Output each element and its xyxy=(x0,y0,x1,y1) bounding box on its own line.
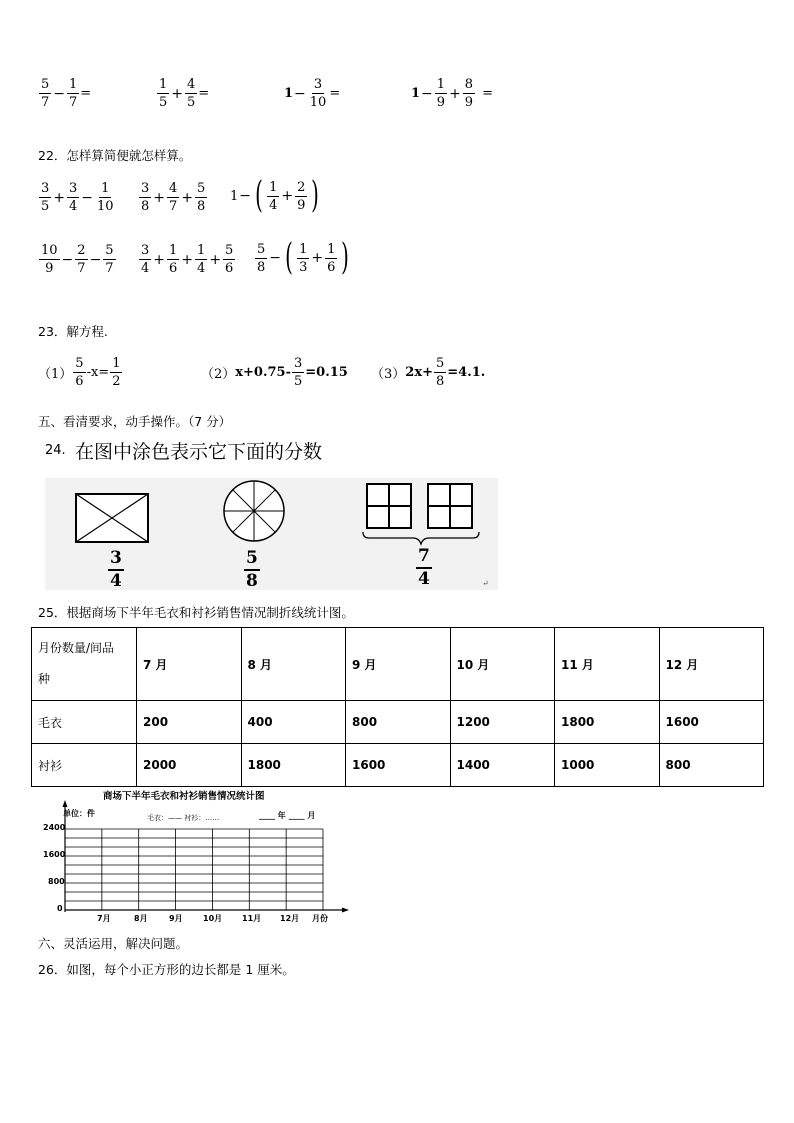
x-tick-label: 9月 xyxy=(169,914,183,923)
x-tick-label: 8月 xyxy=(134,914,148,923)
q23-eq-2: （2） x+0.75- $\frac{3}{5}$ =0.15 xyxy=(201,356,348,389)
y-tick-label: 1600 xyxy=(43,850,66,859)
square-shape-1[interactable] xyxy=(367,484,411,528)
table-cell: 800 xyxy=(659,744,764,787)
table-cell: 1000 xyxy=(555,744,660,787)
expr-row1-3: 1 − $\frac{3}{10}$ = xyxy=(284,77,341,110)
row-label: 衬衫 xyxy=(32,744,137,787)
x-tick-label: 10月 xyxy=(203,914,223,923)
grid-lines xyxy=(37,786,352,926)
chart-title: 商场下半年毛衣和衬衫销售情况统计图 xyxy=(103,791,265,802)
q22-expr-6: $\frac{5}{8}$ − ( $\frac{1}{3}$ + $\frac{1}{6}$ ) xyxy=(257,237,350,278)
q22-expr-1: $\frac{3}{5}$ + $\frac{3}{4}$ − $\frac{1}{10}$ xyxy=(41,181,114,214)
q24-title: 在图中涂色表示它下面的分数 xyxy=(75,441,323,463)
table-cell: 800 xyxy=(346,701,451,744)
q22-expr-2: $\frac{3}{8}$ + $\frac{4}{7}$ + $\frac{5}{8}$ xyxy=(141,181,206,214)
table-cell: 1200 xyxy=(450,701,555,744)
q23-eq-3: （3） 2x+ $\frac{5}{8}$ =4.1. xyxy=(371,356,486,389)
table-header-month: 9 月 xyxy=(346,628,451,701)
chart-legend: 毛衣：—— 衬衫：…… xyxy=(147,814,220,822)
section6-heading: 六、灵活运用，解决问题。 xyxy=(38,936,189,951)
table-header-month: 12 月 xyxy=(659,628,764,701)
section5-heading: 五、看清要求，动手操作。（7 分） xyxy=(38,414,232,429)
brace xyxy=(363,532,479,544)
grid-chart xyxy=(37,786,352,926)
table-header-month: 8 月 xyxy=(241,628,346,701)
table-header-row xyxy=(32,628,764,701)
table-header-month: 7 月 xyxy=(137,628,242,701)
x-tick-label: 月份 xyxy=(312,914,328,923)
q24-fraction-2: $\frac{5}{8}$ xyxy=(246,548,258,591)
q26-text: 26．如图，每个小正方形的边长都是 1 厘米。 xyxy=(38,962,295,977)
y-tick-label: 2400 xyxy=(43,823,66,832)
q24-fraction-3: $\frac{7}{4}$ xyxy=(418,546,430,589)
table-cell: 1800 xyxy=(241,744,346,787)
chart-unit: 单位：件 xyxy=(63,809,95,818)
x-tick-label: 11月 xyxy=(242,914,262,923)
table-header-month: 10 月 xyxy=(450,628,555,701)
q22-expr-3: 1 − ( $\frac{1}{4}$ + $\frac{2}{9}$ ) xyxy=(230,175,320,216)
x-tick-label: 12月 xyxy=(280,914,300,923)
svg-text:↵: ↵ xyxy=(482,579,489,588)
table-header-month: 11 月 xyxy=(555,628,660,701)
table-cell: 400 xyxy=(241,701,346,744)
table-cell: 1600 xyxy=(346,744,451,787)
table-row xyxy=(32,701,764,744)
y-tick-label: 0 xyxy=(57,904,63,913)
table-cell: 2000 xyxy=(137,744,242,787)
y-tick-label: 800 xyxy=(48,877,65,886)
table-row xyxy=(32,744,764,787)
expr-row1-1: $\frac{5}{7}$ − $\frac{1}{7}$ = xyxy=(41,77,92,110)
rectangle-shape[interactable] xyxy=(76,494,148,542)
table-cell: 200 xyxy=(137,701,242,744)
table-corner-cell: 月份数量/间品 种 xyxy=(32,628,137,701)
table-cell: 1800 xyxy=(555,701,660,744)
q22-title: 22．怎样算简便就怎样算。 xyxy=(38,148,192,163)
q24-fraction-1: $\frac{3}{4}$ xyxy=(110,548,122,591)
sales-table xyxy=(31,627,764,787)
q25-title: 25．根据商场下半年毛衣和衬衫销售情况制折线统计图。 xyxy=(38,605,354,620)
table-cell: 1600 xyxy=(659,701,764,744)
row-label: 毛衣 xyxy=(32,701,137,744)
square-shape-2[interactable] xyxy=(428,484,472,528)
q23-title: 23．解方程. xyxy=(38,324,108,339)
q22-expr-4: $\frac{10}{9}$ − $\frac{2}{7}$ − $\frac{5}{7}$ xyxy=(41,243,114,276)
chart-date: ____ 年 ____ 月 xyxy=(259,811,316,820)
expr-row1-4: 1 − $\frac{1}{9}$ + $\frac{8}{9}$ = xyxy=(411,77,493,110)
expr-row1-2: $\frac{1}{5}$ + $\frac{4}{5}$ = xyxy=(159,77,210,110)
q24-number: 24. xyxy=(45,443,66,458)
q22-expr-5: $\frac{3}{4}$ + $\frac{1}{6}$ + $\frac{1}{4}$ + $\frac{5}{6}$ xyxy=(141,243,234,276)
table-cell: 1400 xyxy=(450,744,555,787)
x-tick-label: 7月 xyxy=(97,914,111,923)
circle-shape[interactable] xyxy=(224,481,284,541)
q23-eq-1: （1） $\frac{5}{6}$ -x= $\frac{1}{2}$ xyxy=(38,356,121,389)
